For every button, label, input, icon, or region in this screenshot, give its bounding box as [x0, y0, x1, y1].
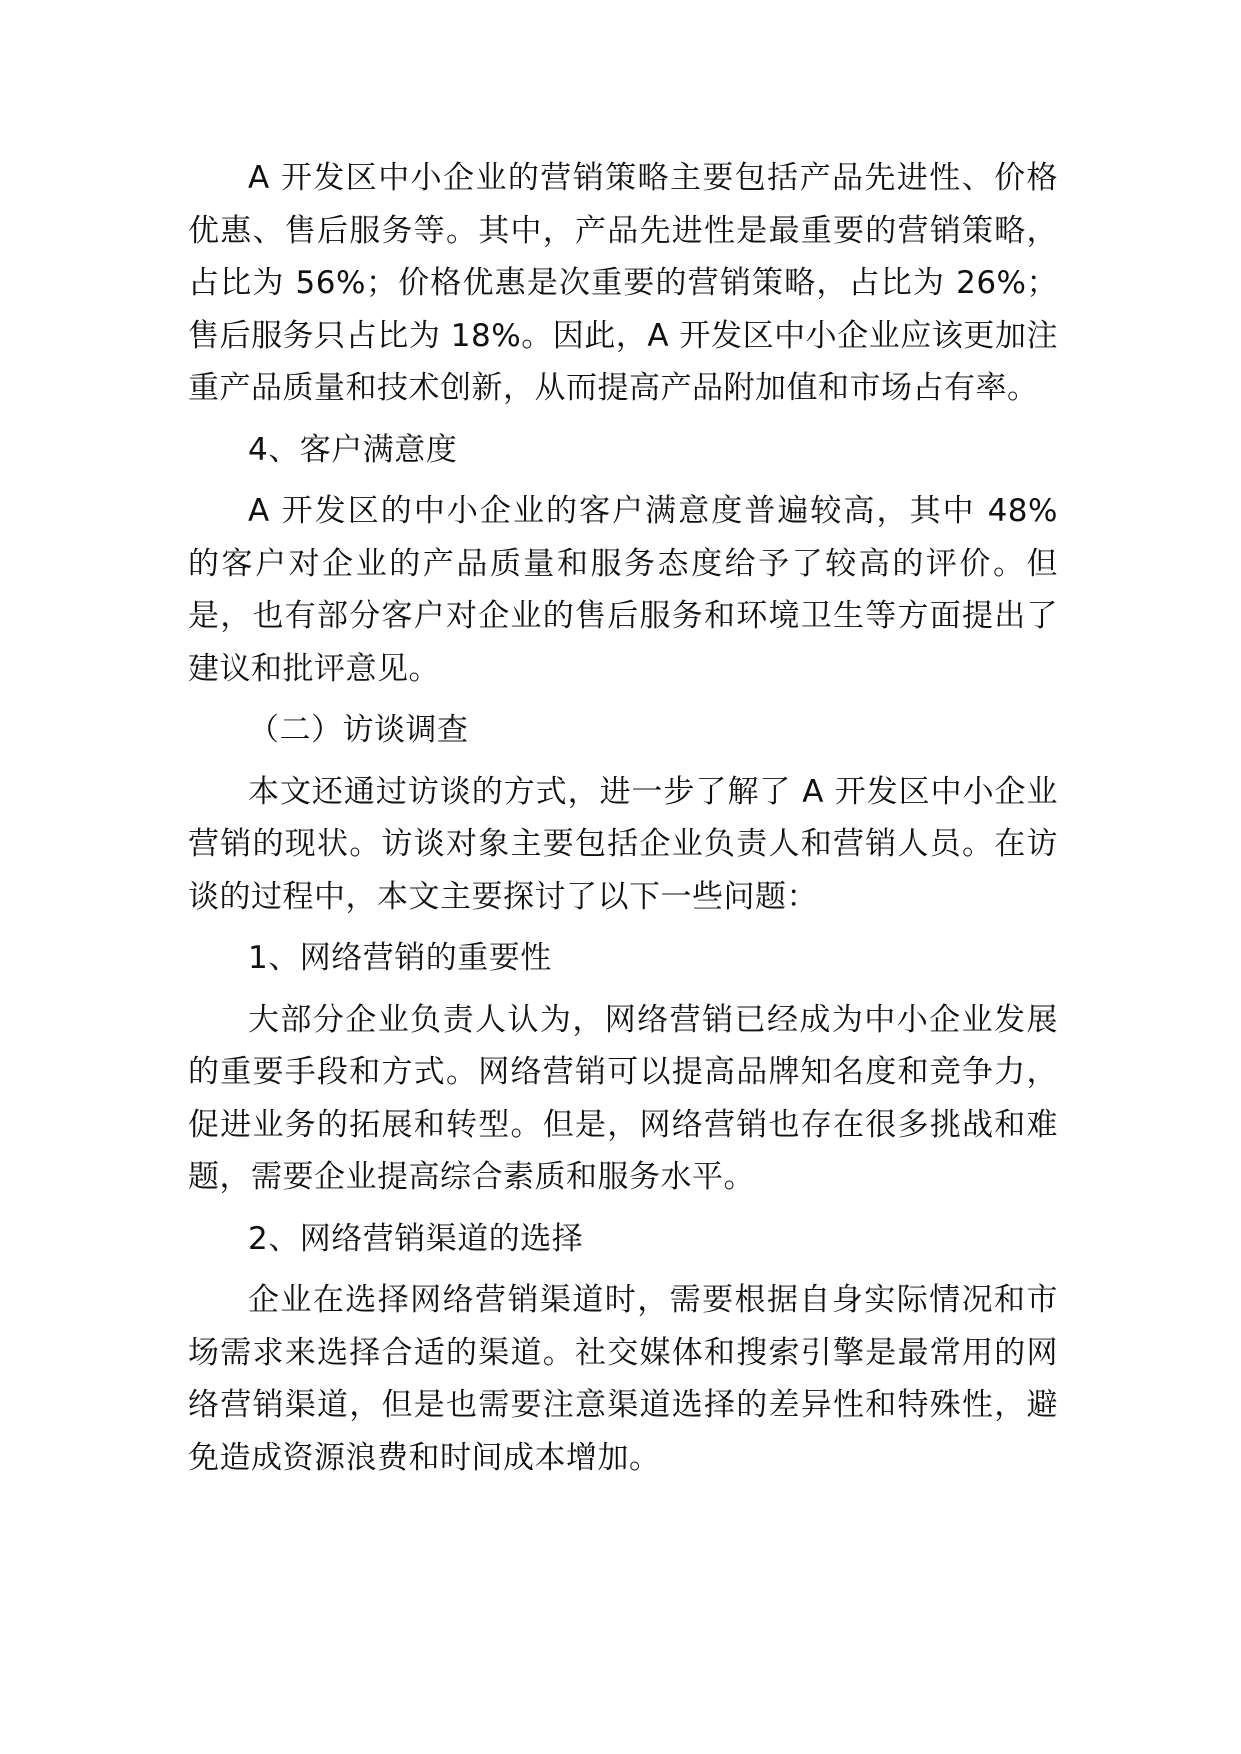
heading-interview-survey: （二）访谈调查 [248, 712, 469, 748]
heading-online-marketing-importance: 1、网络营销的重要性 [248, 940, 552, 976]
paragraph-channel-selection: 企业在选择网络营销渠道时，需要根据自身实际情况和市场需求来选择合适的渠道。社交媒体和搜索引擎是最常用的网络营销渠道，但是也需要注意渠道选择的差异性和特殊性，避免造成资源浪费和时间成本增加。 [188, 1282, 1058, 1476]
paragraph-marketing-strategy: A 开发区中小企业的营销策略主要包括产品先进性、价格优惠、售后服务等。其中，产品先进性是最重要的营销策略，占比为 56%；价格优惠是次重要的营销策略，占比为 26%；售后服务只占比为 18%。因此，A 开发区中小企业应该更加注重产品质量和技术创新，从而提高产品附加值和市场占有率。 [188, 160, 1058, 406]
paragraph-interview-intro: 本文还通过访谈的方式，进一步了解了 A 开发区中小企业营销的现状。访谈对象主要包括企业负责人和营销人员。在访谈的过程中，本文主要探讨了以下一些问题： [188, 773, 1058, 915]
paragraph-customer-satisfaction: A 开发区的中小企业的客户满意度普遍较高，其中 48% 的客户对企业的产品质量和服务态度给予了较高的评价。但是，也有部分客户对企业的售后服务和环境卫生等方面提出了建议和批评意见。 [188, 493, 1058, 687]
document-body [188, 152, 1058, 1493]
heading-channel-selection: 2、网络营销渠道的选择 [248, 1220, 584, 1257]
paragraph-online-marketing-importance: 大部分企业负责人认为，网络营销已经成为中小企业发展的重要手段和方式。网络营销可以提高品牌知名度和竞争力，促进业务的拓展和转型。但是，网络营销也存在很多挑战和难题，需要企业提高综合素质和服务水平。 [188, 1001, 1058, 1195]
heading-customer-satisfaction: 4、客户满意度 [248, 431, 458, 468]
